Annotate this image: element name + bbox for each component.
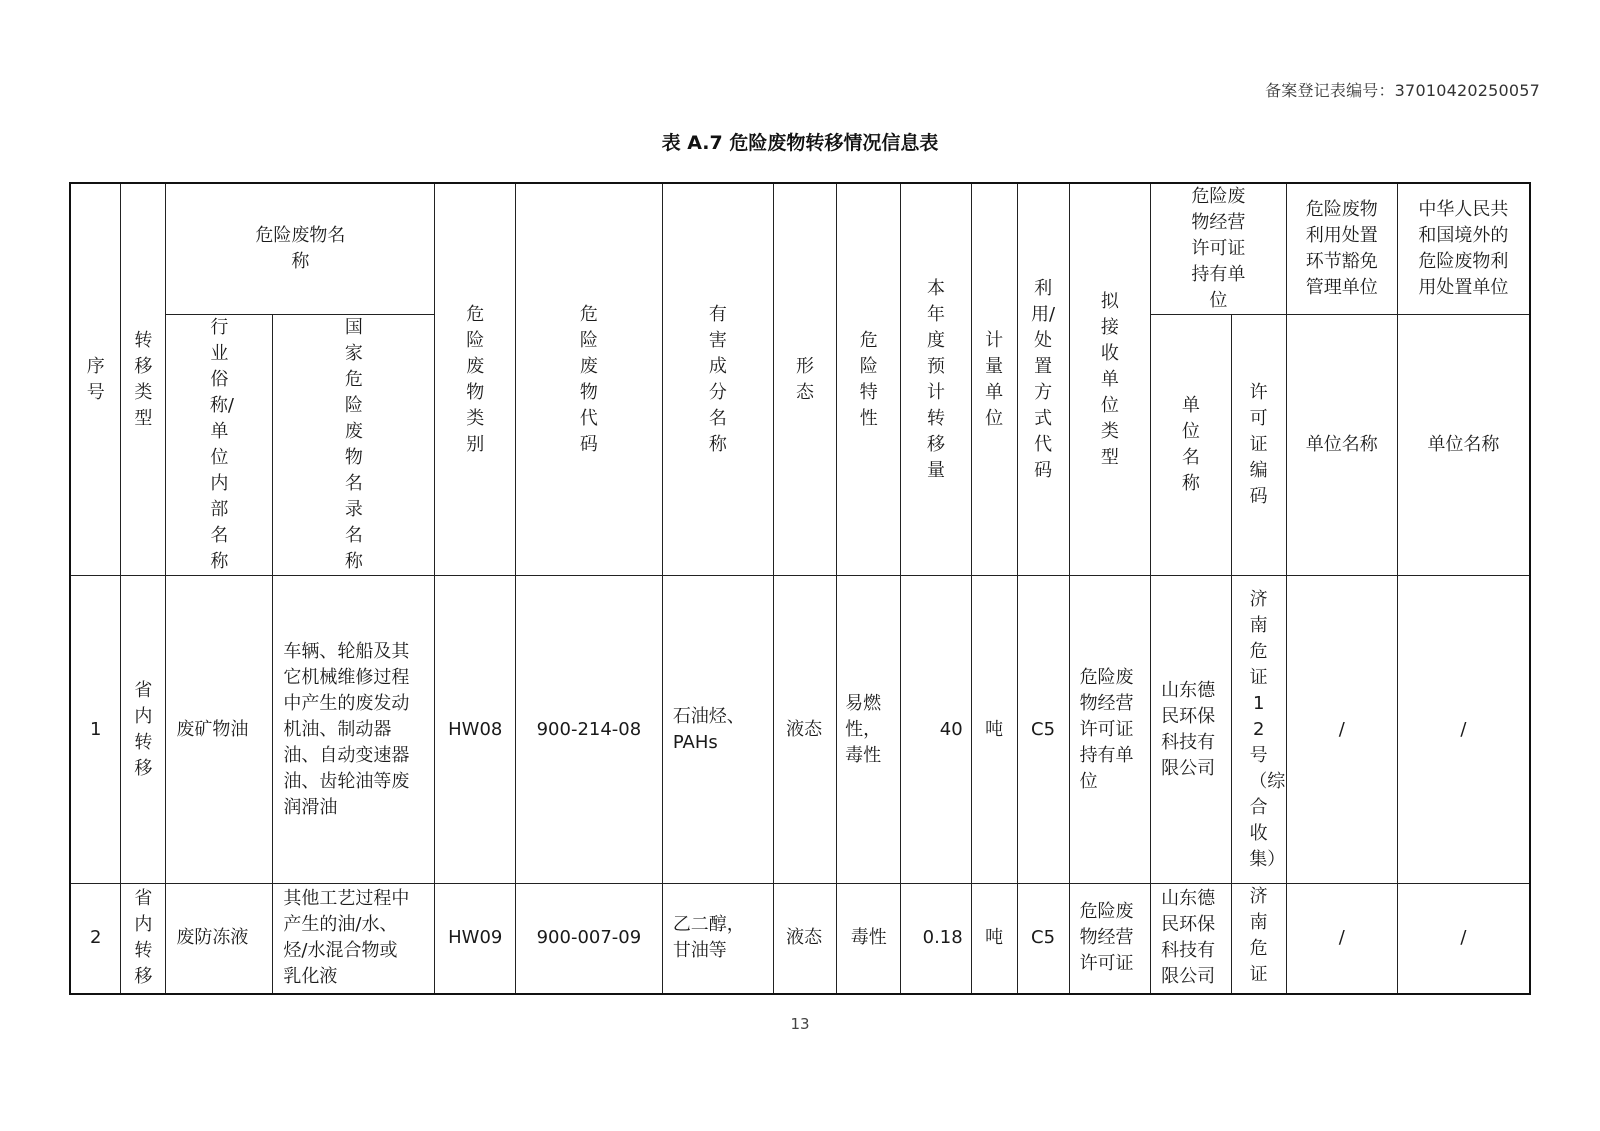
table-row xyxy=(70,576,1530,884)
col-license-no-header: 许可证编码 xyxy=(1231,315,1286,576)
cell-receiver-type: 危险废物经营许可证 xyxy=(1069,884,1151,994)
cell-overseas: / xyxy=(1397,576,1530,884)
cell-receiver-type: 危险废物经营许可证持有单位 xyxy=(1069,576,1151,884)
cell-transfer-type: 省内转移 xyxy=(121,884,166,994)
cell-national-name: 其他工艺过程中产生的油/水、烃/水混合物或乳化液 xyxy=(273,884,435,994)
cell-code: 900-214-08 xyxy=(516,576,663,884)
col-transfer-type-header: 转移类型 xyxy=(121,183,166,576)
cell-holder-name: 山东德民环保科技有限公司 xyxy=(1151,884,1232,994)
col-overseas-header: 中华人民共和国境外的危险废物利用处置单位 xyxy=(1397,183,1530,315)
header-row-1 xyxy=(70,183,1530,315)
col-national-name-header: 国家危险废物名录名称 xyxy=(273,315,435,576)
cell-hazard: 易燃 性， 毒性 xyxy=(837,576,901,884)
page-number: 13 xyxy=(790,1015,810,1033)
cell-transfer-type: 省内转移 xyxy=(121,576,166,884)
cell-form: 液态 xyxy=(773,884,836,994)
cell-industry-name: 废防冻液 xyxy=(166,884,273,994)
col-category-header: 危险废物类别 xyxy=(435,183,516,576)
cell-disposal-code: C5 xyxy=(1017,576,1069,884)
cell-license-no: 济南危证12号（综合收集） xyxy=(1231,576,1286,884)
col-exempt-name-header: 单位名称 xyxy=(1286,315,1397,576)
col-seq-header: 序号 xyxy=(70,183,121,576)
hazardous-waste-transfer-table xyxy=(69,182,1531,995)
cell-form: 液态 xyxy=(773,576,836,884)
cell-seq: 2 xyxy=(70,884,121,994)
cell-category: HW09 xyxy=(435,884,516,994)
cell-national-name: 车辆、轮船及其它机械维修过程中产生的废发动机油、制动器油、自动变速器油、齿轮油等废润滑油 xyxy=(273,576,435,884)
col-license-holder-header: 危险废物经营许可证持有单位 xyxy=(1151,183,1287,315)
col-code-header: 危险废物代码 xyxy=(516,183,663,576)
cell-license-no: 济南危证 xyxy=(1231,884,1286,994)
cell-hazard: 毒性 xyxy=(837,884,901,994)
cell-industry-name: 废矿物油 xyxy=(166,576,273,884)
cell-category: HW08 xyxy=(435,576,516,884)
cell-components: 乙二醇， 甘油等 xyxy=(662,884,773,994)
cell-components: 石油烃、 PAHs xyxy=(662,576,773,884)
col-disposal-code-header: 利用/处置方式代码 xyxy=(1017,183,1069,576)
col-receiver-type-header: 拟接收单位类型 xyxy=(1069,183,1151,576)
table-title: 表 A.7 危险废物转移情况信息表 xyxy=(661,132,939,154)
cell-unit: 吨 xyxy=(971,884,1017,994)
cell-disposal-code: C5 xyxy=(1017,884,1069,994)
col-holder-name-header: 单位名称 xyxy=(1151,315,1232,576)
cell-code: 900-007-09 xyxy=(516,884,663,994)
cell-holder-name: 山东德民环保科技有限公司 xyxy=(1151,576,1232,884)
registration-number: 备案登记表编号：37010420250057 xyxy=(1265,81,1540,100)
col-components-header: 有害成分名称 xyxy=(662,183,773,576)
cell-amount: 40 xyxy=(901,576,971,884)
col-amount-header: 本年度预计转移量 xyxy=(901,183,971,576)
col-industry-name-header: 行业俗称/单位内部名称 xyxy=(166,315,273,576)
cell-unit: 吨 xyxy=(971,576,1017,884)
cell-overseas: / xyxy=(1397,884,1530,994)
cell-exempt: / xyxy=(1286,884,1397,994)
table-row xyxy=(70,884,1530,994)
col-waste-name-header: 危险废物名称 xyxy=(166,183,435,315)
col-unit-header: 计量单位 xyxy=(971,183,1017,576)
cell-amount: 0.18 xyxy=(901,884,971,994)
col-exempt-header: 危险废物利用处置环节豁免管理单位 xyxy=(1286,183,1397,315)
col-form-header: 形态 xyxy=(773,183,836,576)
col-overseas-name-header: 单位名称 xyxy=(1397,315,1530,576)
cell-seq: 1 xyxy=(70,576,121,884)
col-hazard-header: 危险特性 xyxy=(837,183,901,576)
cell-exempt: / xyxy=(1286,576,1397,884)
